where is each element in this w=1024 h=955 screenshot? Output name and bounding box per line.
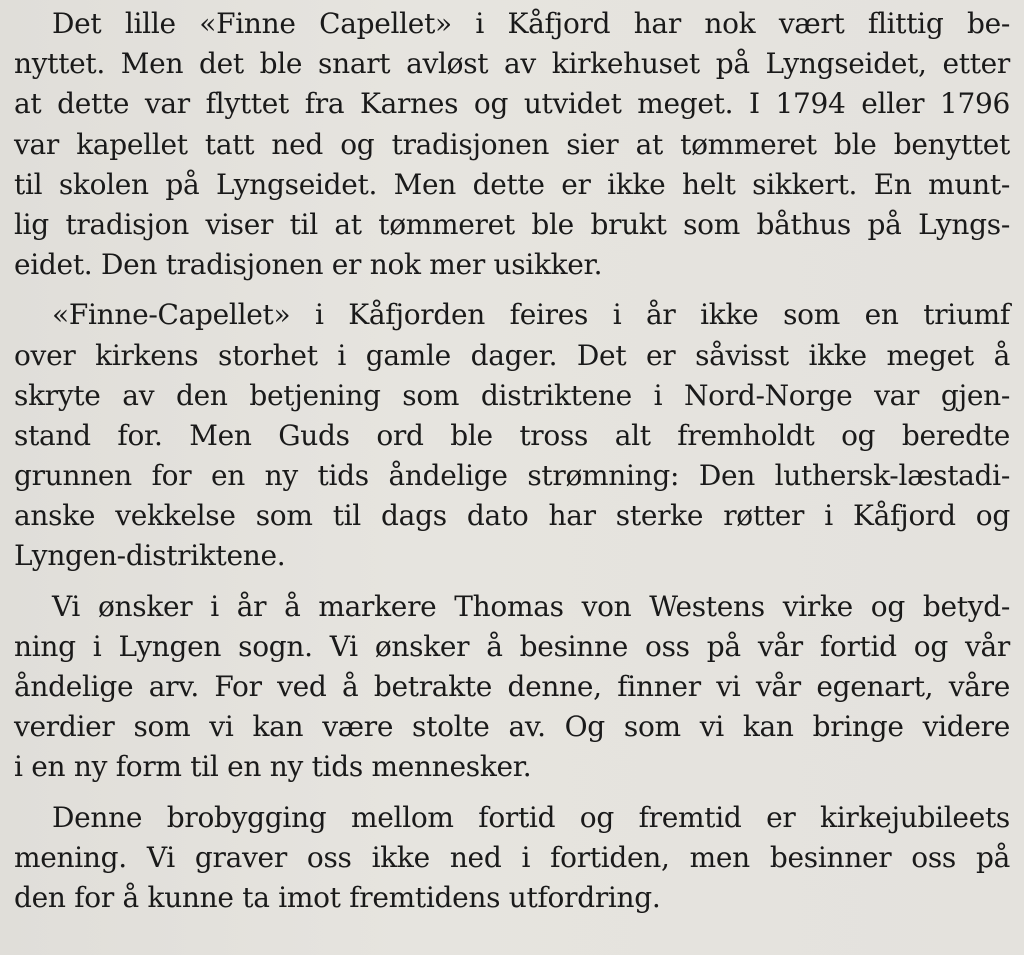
text-line: «Finne-Capellet» i Kåfjorden feires i år ikke som en triumf [52,298,1010,332]
text-line: at dette var flyttet fra Karnes og utvidet meget. I 1794 eller 1796 [14,87,1010,121]
text-line: lig tradisjon viser til at tømmeret ble brukt som båthus på Lyngs- [14,207,1010,241]
text-line: grunnen for en ny tids åndelige strømning: Den luthersk-læstadi- [14,459,1010,493]
text-line: ning i Lyngen sogn. Vi ønsker å besinne oss på vår fortid og vår [14,629,1010,663]
text-line: verdier som vi kan være stolte av. Og som vi kan bringe videre [14,710,1010,744]
body-text [14,4,1010,918]
text-line: anske vekkelse som til dags dato har sterke røtter i Kåfjord og [14,499,1010,533]
text-line: Det lille «Finne Capellet» i Kåfjord har nok vært flittig be- [52,7,1010,40]
text-line: nyttet. Men det ble snart avløst av kirkehuset på Lyngseidet, etter [14,47,1010,81]
text-line: eidet. Den tradisjonen er nok mer usikker. [14,248,603,282]
text-line: skryte av den betjening som distriktene i Nord-Norge var gjen- [14,378,1010,412]
text-line: i en ny form til en ny tids mennesker. [14,750,532,784]
text-line: mening. Vi graver oss ikke ned i fortiden, men besinner oss på [14,840,1010,874]
paragraph-3 [14,587,1010,788]
text-line: Lyngen-distriktene. [14,539,286,573]
text-line: Vi ønsker i år å markere Thomas von Westens virke og betyd- [52,589,1010,623]
text-line: den for å kunne ta imot fremtidens utfordring. [14,880,661,914]
text-line: åndelige arv. For ved å betrakte denne, finner vi vår egenart, våre [14,670,1010,703]
paragraph-2 [14,295,1010,576]
paragraph-1 [14,4,1010,285]
text-line: til skolen på Lyngseidet. Men dette er ikke helt sikkert. En munt- [14,167,1010,201]
text-line: stand for. Men Guds ord ble tross alt fremholdt og beredte [14,418,1010,452]
text-line: over kirkens storhet i gamle dager. Det er såvisst ikke meget å [14,338,1010,372]
paragraph-4 [14,798,1010,919]
text-line: Denne brobygging mellom fortid og fremtid er kirkejubileets [52,800,1010,834]
text-line: var kapellet tatt ned og tradisjonen sier at tømmeret ble benyttet [14,127,1010,161]
